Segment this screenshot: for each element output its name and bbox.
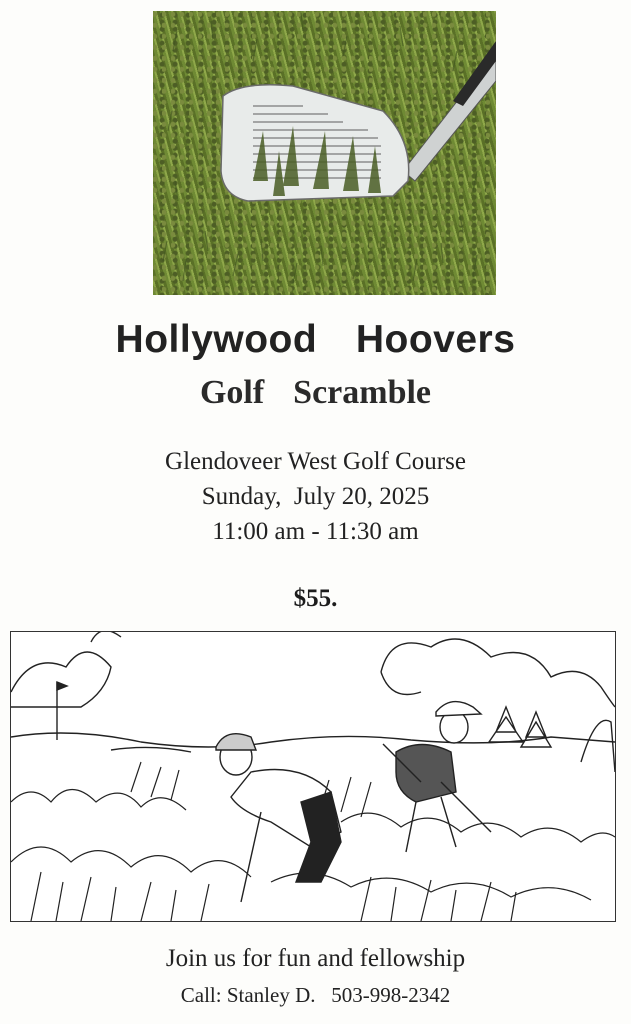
golfers-cartoon xyxy=(10,631,616,922)
contact-text: Call: Stanley D. 503-998-2342 xyxy=(180,983,451,1007)
event-subtitle: Golf Scramble xyxy=(199,374,432,411)
golf-iron-photo xyxy=(153,11,496,295)
venue-text: Glendoveer West Golf Course xyxy=(165,448,466,475)
time-text: 11:00 am - 11:30 am xyxy=(212,518,419,545)
event-title: Hollywood Hoovers xyxy=(115,318,516,361)
date-text: Sunday, July 20, 2025 xyxy=(201,483,430,510)
tagline-text: Join us for fun and fellowship xyxy=(165,945,466,972)
price-text: $55. xyxy=(293,585,338,612)
